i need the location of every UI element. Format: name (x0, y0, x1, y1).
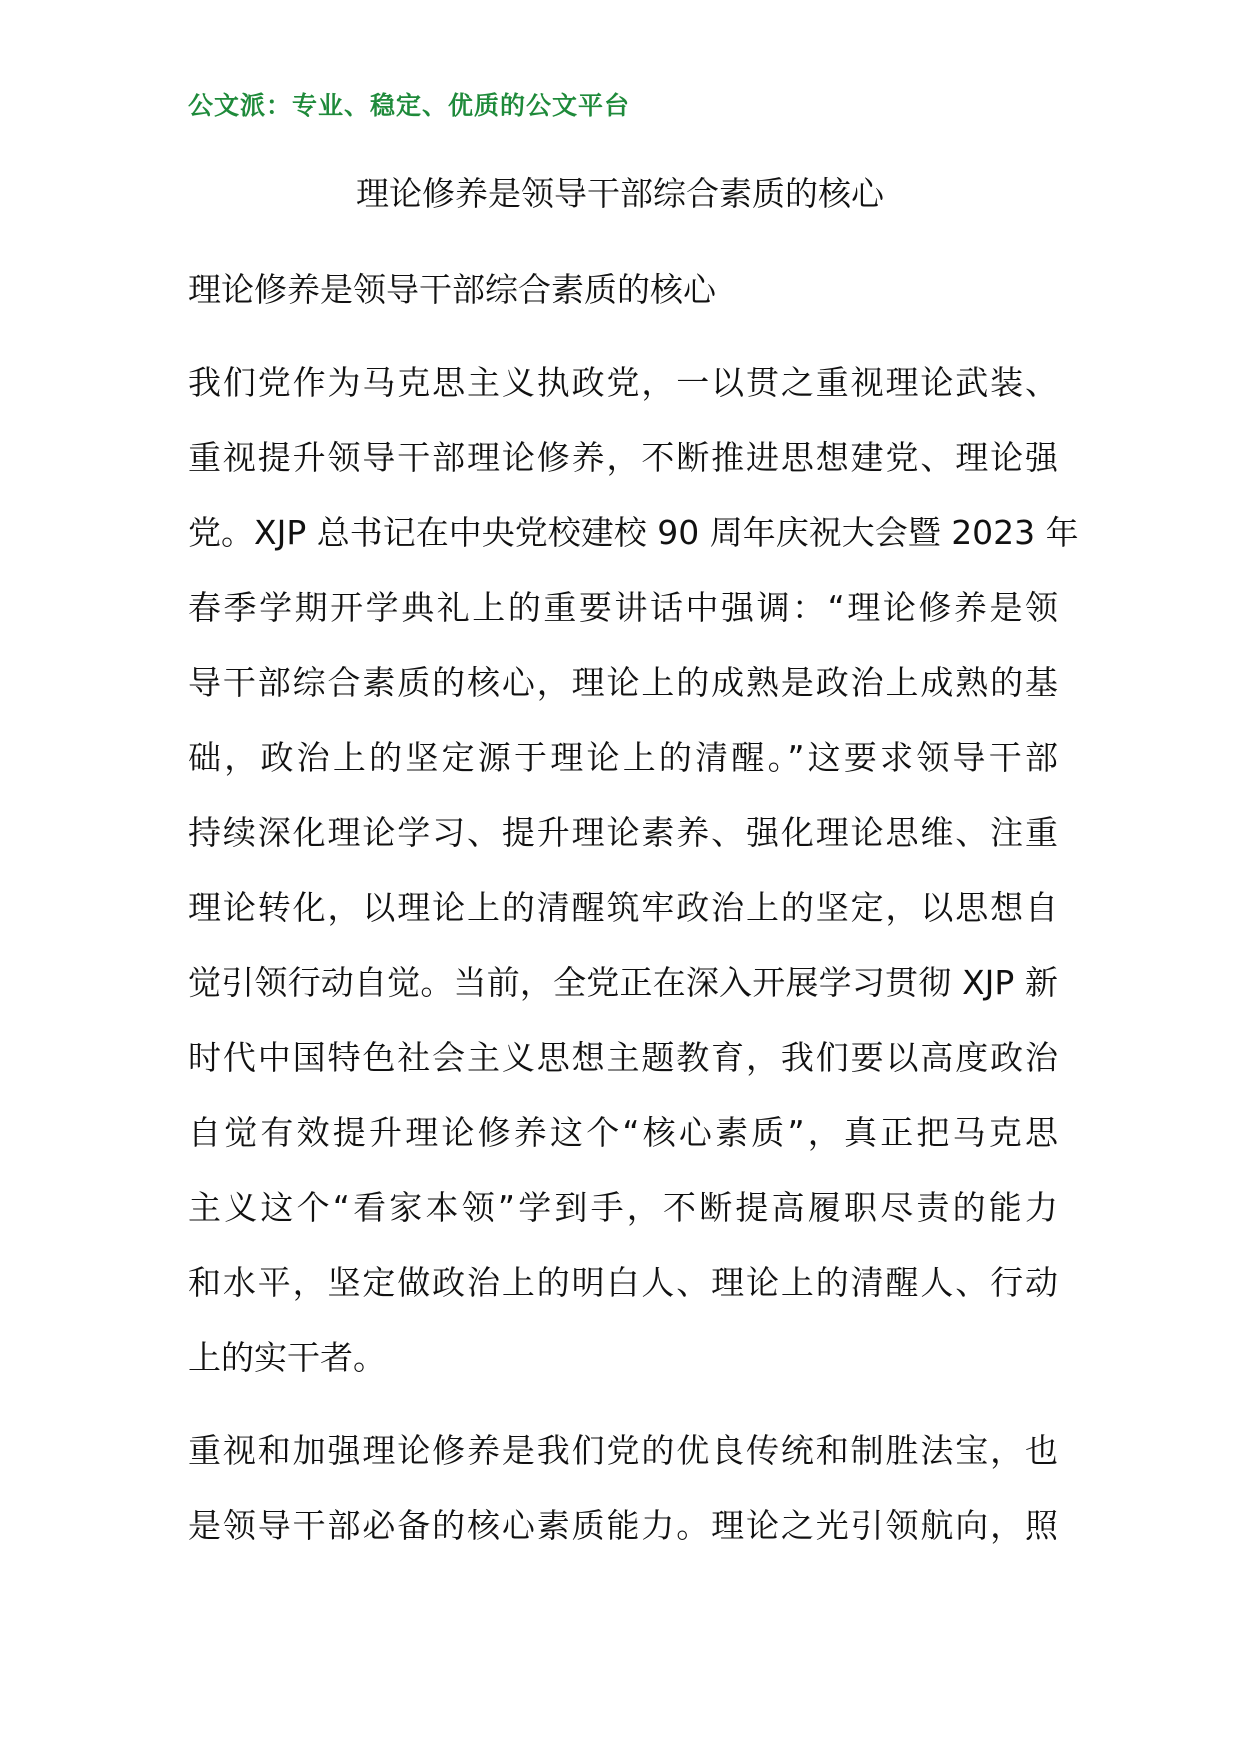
paragraph-line: 我们党作为马克思主义执政党，一以贯之重视理论武装、 (188, 363, 1058, 402)
document-subtitle: 理论修养是领导干部综合素质的核心 (188, 270, 716, 309)
body-paragraph-2 (188, 1413, 1058, 1563)
platform-slogan: 公文派：专业、稳定、优质的公文平台 (188, 91, 631, 120)
paragraph-line: 自觉有效提升理论修养这个“核心素质”，真正把马克思 (188, 1113, 1058, 1152)
paragraph-line: 春季学期开学典礼上的重要讲话中强调：“理论修养是领 (188, 588, 1058, 627)
paragraph-line: 主义这个“看家本领”学到手，不断提高履职尽责的能力 (188, 1188, 1058, 1227)
paragraph-line: 是领导干部必备的核心素质能力。理论之光引领航向，照 (188, 1506, 1058, 1545)
paragraph-line: 持续深化理论学习、提升理论素养、强化理论思维、注重 (188, 813, 1058, 852)
paragraph-line: 理论转化，以理论上的清醒筑牢政治上的坚定，以思想自 (188, 888, 1058, 927)
paragraph-line: 时代中国特色社会主义思想主题教育，我们要以高度政治 (188, 1038, 1058, 1077)
paragraph-line: 党。XJP 总书记在中央党校建校 90 周年庆祝大会暨 2023 年 (188, 513, 1079, 552)
document-title: 理论修养是领导干部综合素质的核心 (356, 174, 884, 213)
body-paragraph-1 (188, 345, 1079, 1395)
paragraph-line: 重视和加强理论修养是我们党的优良传统和制胜法宝，也 (188, 1431, 1058, 1470)
paragraph-line: 础，政治上的坚定源于理论上的清醒。”这要求领导干部 (188, 738, 1058, 777)
paragraph-line: 重视提升领导干部理论修养，不断推进思想建党、理论强 (188, 438, 1058, 477)
paragraph-line: 导干部综合素质的核心，理论上的成熟是政治上成熟的基 (188, 663, 1058, 702)
paragraph-line: 觉引领行动自觉。当前，全党正在深入开展学习贯彻 XJP 新 (188, 963, 1058, 1002)
paragraph-line: 和水平，坚定做政治上的明白人、理论上的清醒人、行动 (188, 1263, 1058, 1302)
paragraph-line: 上的实干者。 (188, 1338, 386, 1377)
